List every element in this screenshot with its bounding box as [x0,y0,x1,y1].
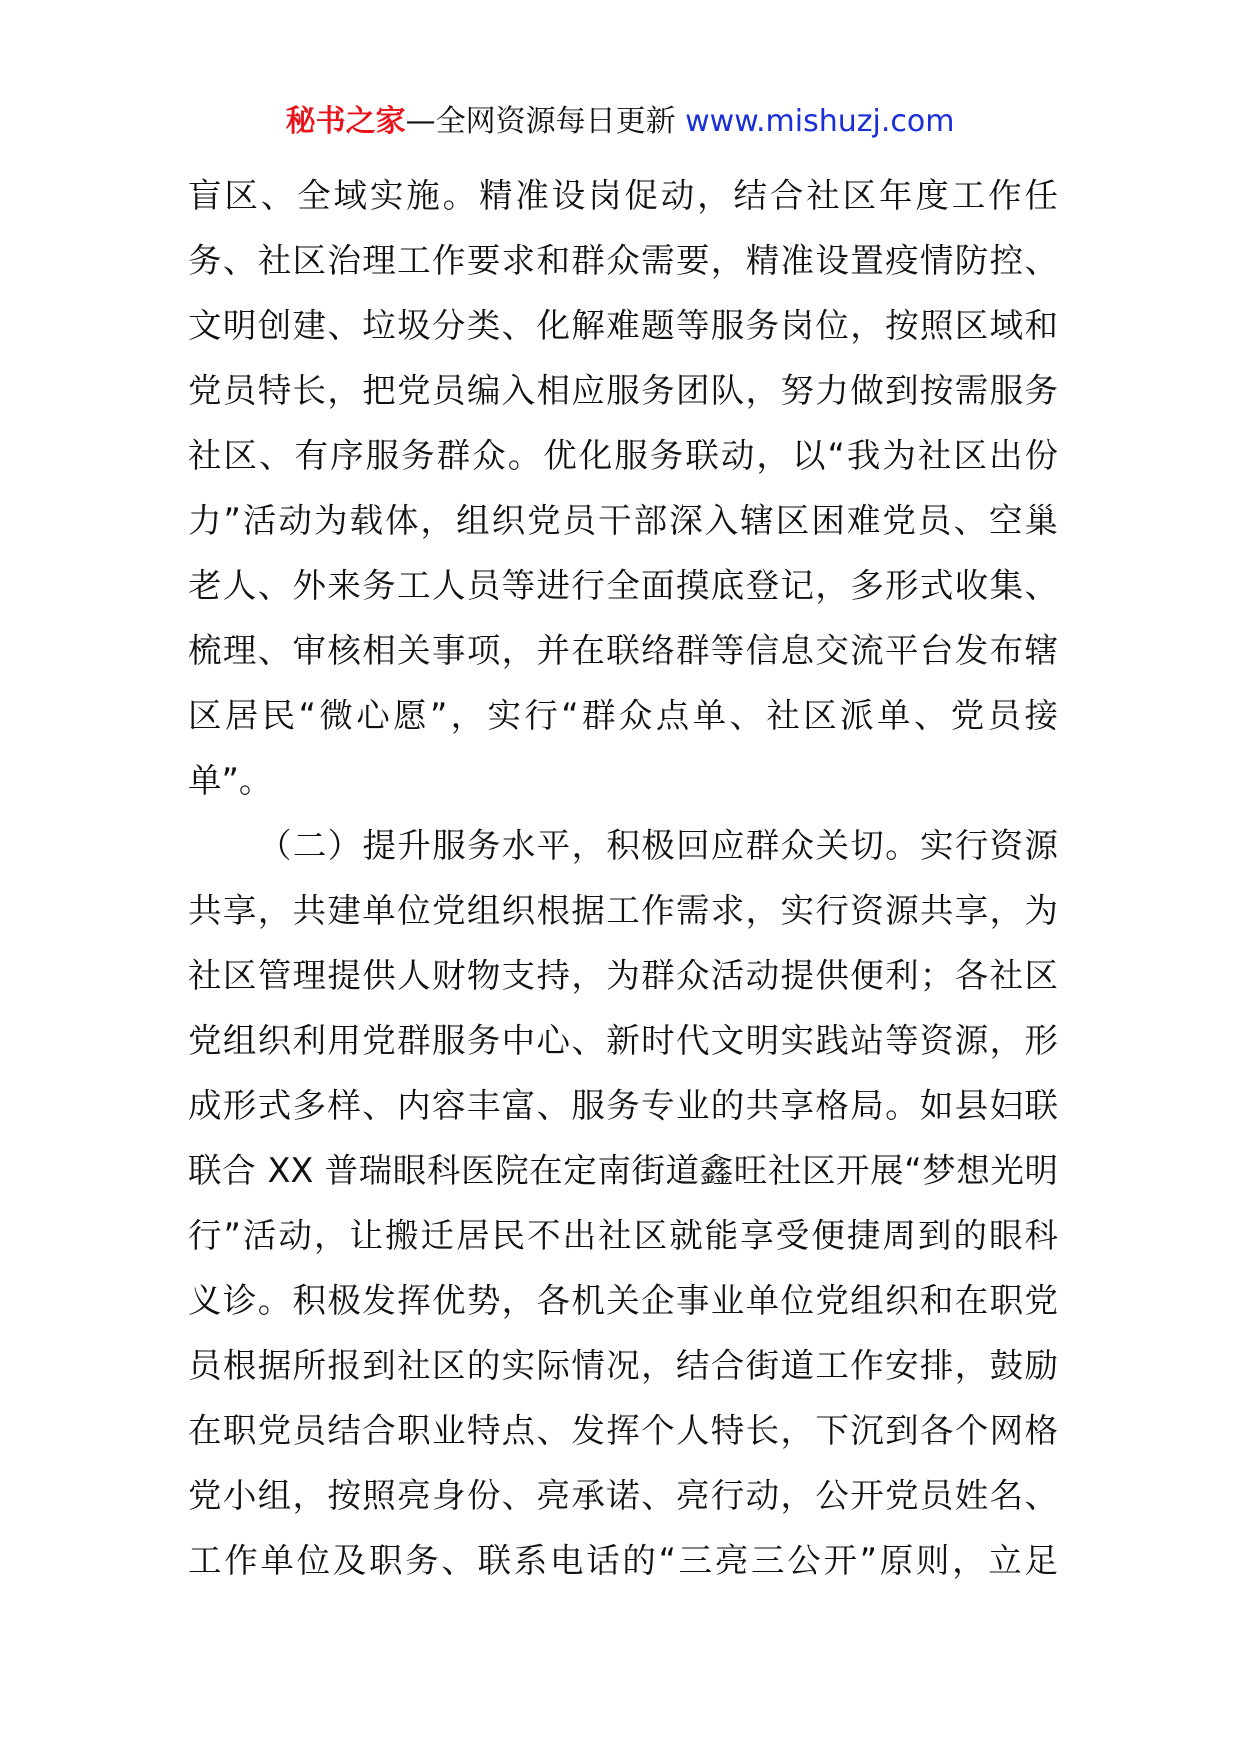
brand-name: 秘书之家 [285,104,406,139]
text-line: 党员特长，把党员编入相应服务团队，努力做到按需服务 [188,371,1058,410]
text-line: 员根据所报到社区的实际情况，结合街道工作安排，鼓励 [188,1346,1058,1385]
site-url[interactable]: www.mishuzj.com [685,104,955,139]
section-heading-line: （二）提升服务水平，积极回应群众关切。实行资源 [258,826,1058,865]
text-line: 党组织利用党群服务中心、新时代文明实践站等资源，形 [188,1021,1058,1060]
document-body [188,163,1058,1593]
header-tagline: —全网资源每日更新 [405,104,676,139]
text-line: 行”活动，让搬迁居民不出社区就能享受便捷周到的眼科 [188,1216,1058,1255]
text-line: 文明创建、垃圾分类、化解难题等服务岗位，按照区域和 [188,306,1058,345]
site-header [0,100,1240,144]
text-line: 务、社区治理工作要求和群众需要，精准设置疫情防控、 [188,241,1058,280]
text-line: 联合 XX 普瑞眼科医院在定南街道鑫旺社区开展“梦想光明 [188,1151,1058,1190]
text-line: 义诊。积极发挥优势，各机关企事业单位党组织和在职党 [188,1281,1058,1320]
text-line: 社区、有序服务群众。优化服务联动，以“我为社区出份 [188,436,1058,475]
text-line: 党小组，按照亮身份、亮承诺、亮行动，公开党员姓名、 [188,1476,1058,1515]
text-line: 工作单位及职务、联系电话的“三亮三公开”原则，立足 [188,1541,1058,1580]
paragraph-2 [188,813,1058,1593]
text-line: 区居民“微心愿”，实行“群众点单、社区派单、党员接 [188,696,1058,735]
text-line: 盲区、全域实施。精准设岗促动，结合社区年度工作任 [188,176,1058,215]
text-line: 共享，共建单位党组织根据工作需求，实行资源共享，为 [188,891,1058,930]
text-line: 老人、外来务工人员等进行全面摸底登记，多形式收集、 [188,566,1058,605]
paragraph-1 [188,163,1058,813]
text-line: 梳理、审核相关事项，并在联络群等信息交流平台发布辖 [188,631,1058,670]
text-line: 成形式多样、内容丰富、服务专业的共享格局。如县妇联 [188,1086,1058,1125]
text-line: 社区管理提供人财物支持，为群众活动提供便利；各社区 [188,956,1058,995]
text-line: 在职党员结合职业特点、发挥个人特长，下沉到各个网格 [188,1411,1058,1450]
text-line: 力”活动为载体，组织党员干部深入辖区困难党员、空巢 [188,501,1058,540]
text-line: 单”。 [188,761,273,800]
